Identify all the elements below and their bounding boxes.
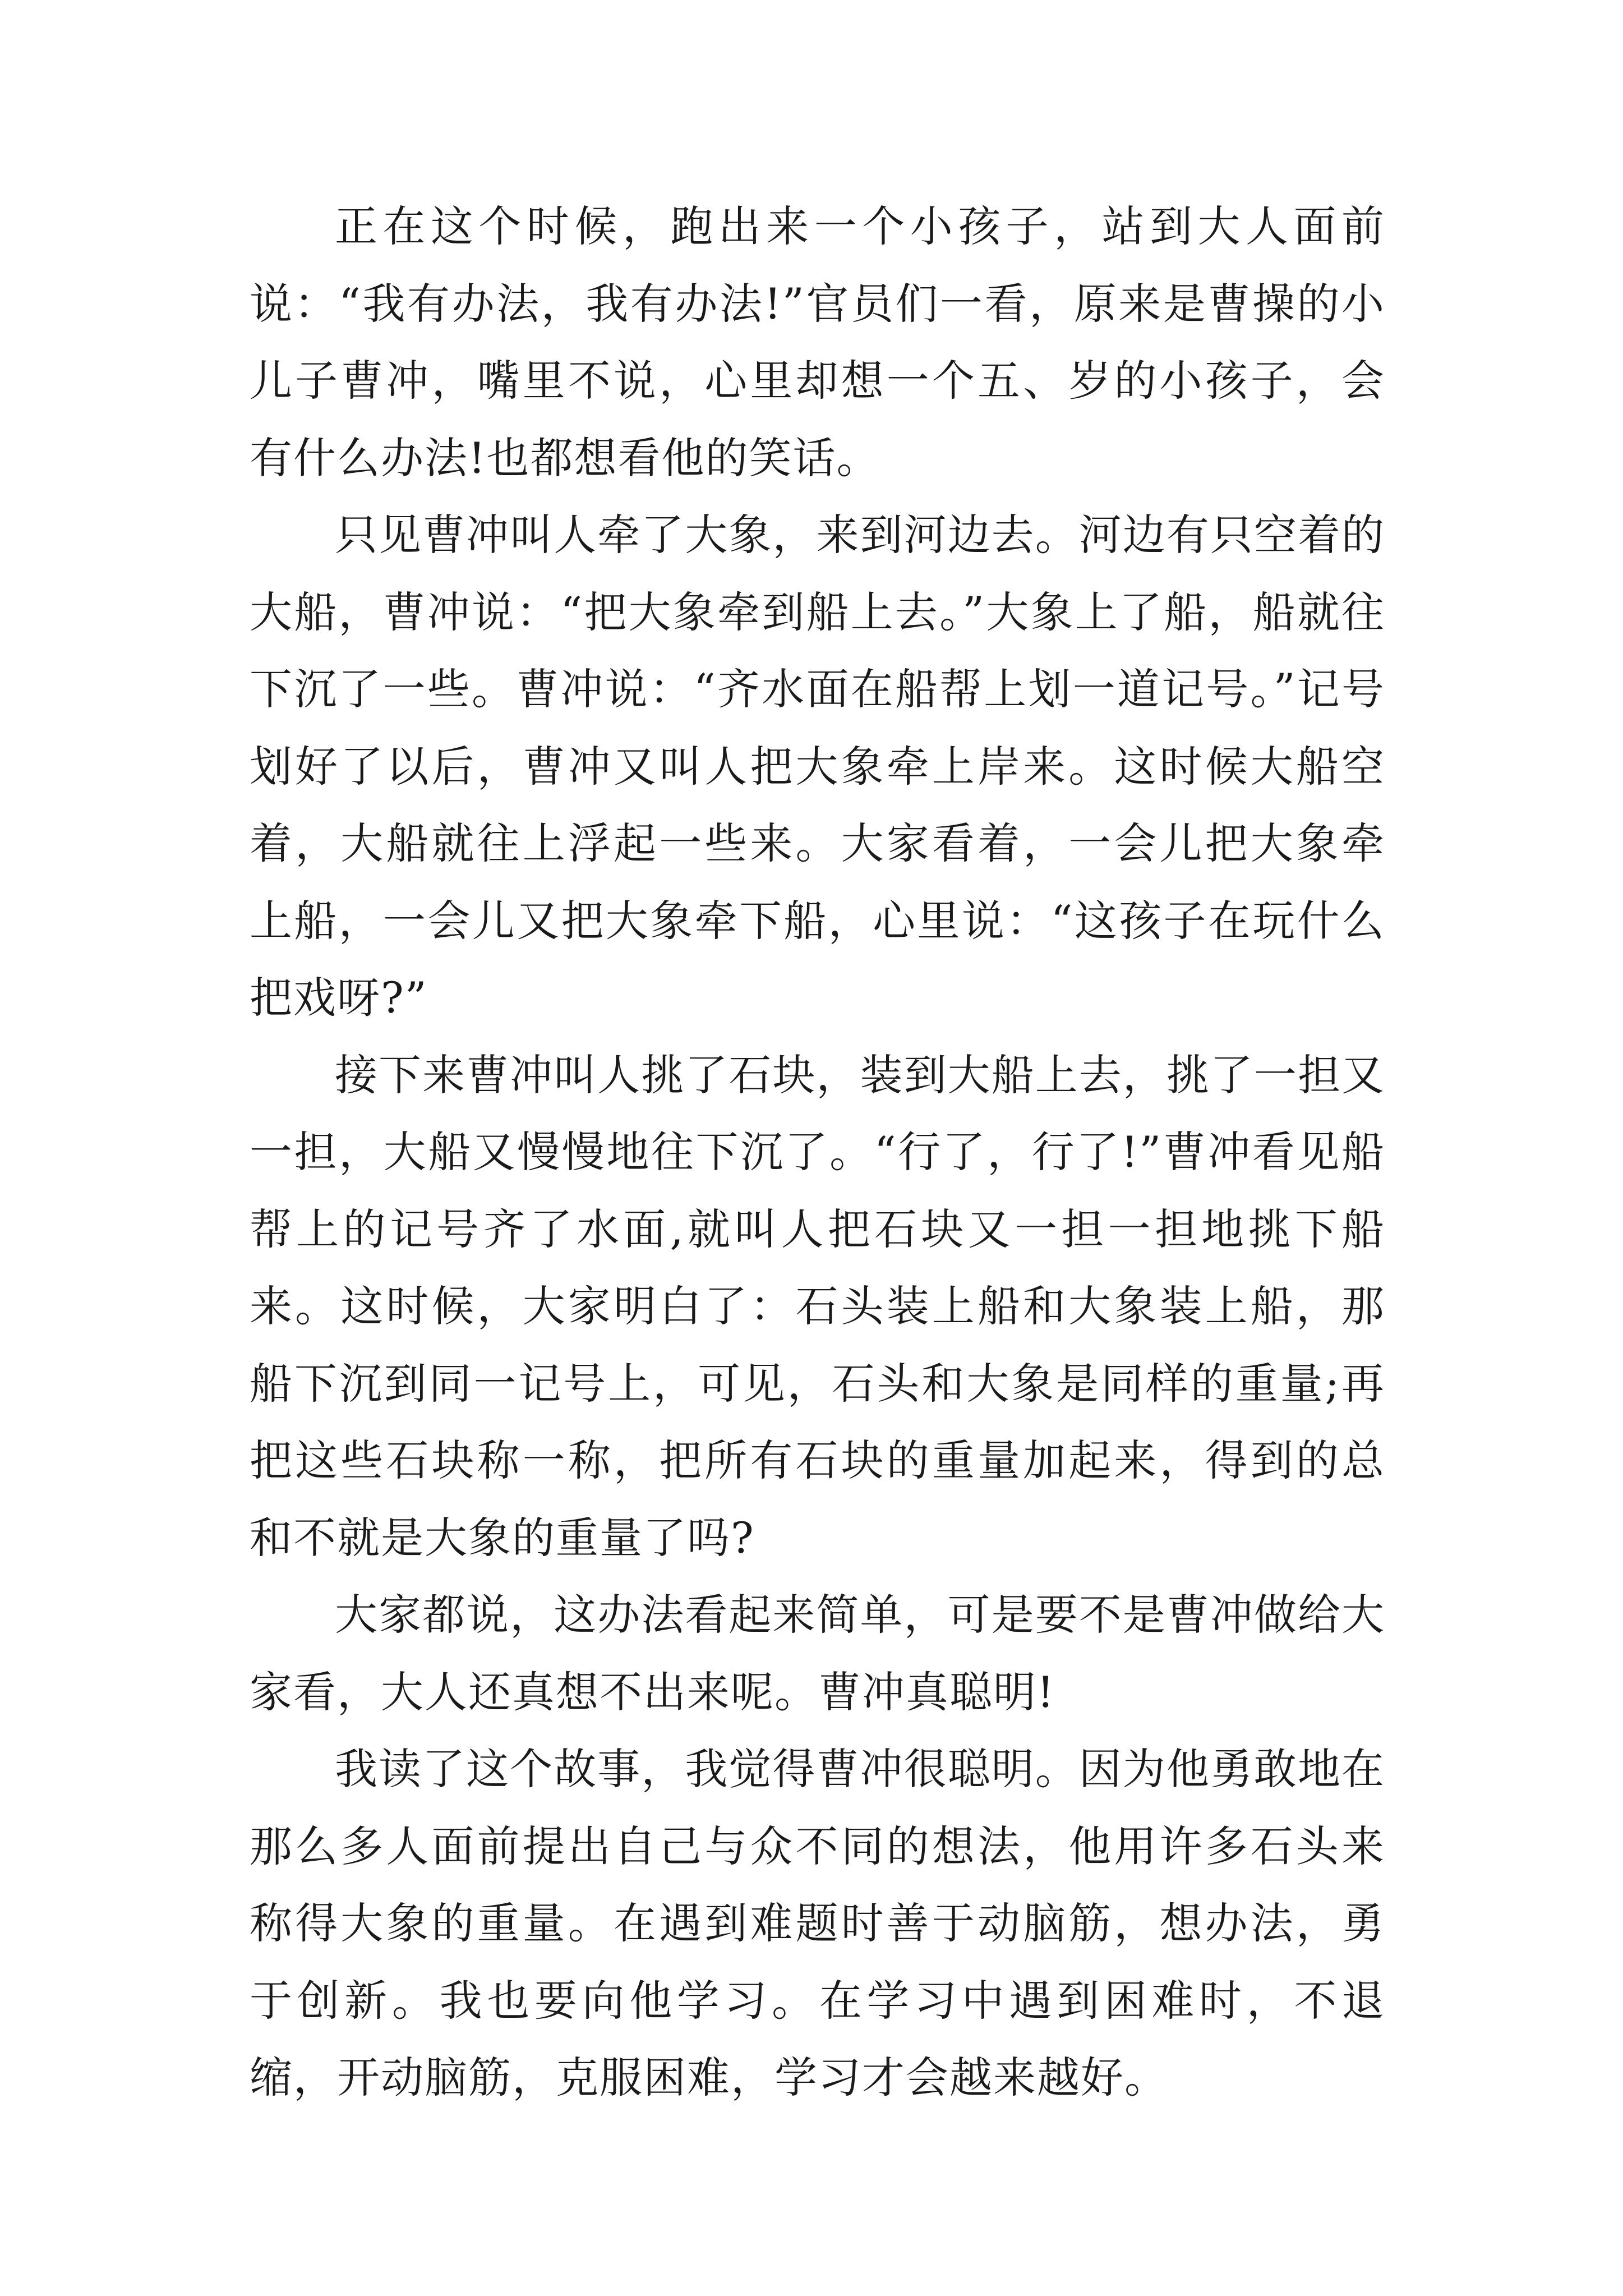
- essay-body: [250, 188, 1385, 2116]
- paragraph-1: 正在这个时候，跑出来一个小孩子，站到大人面前说：“我有办法，我有办法!”官员们一看，原来是曹操的小儿子曹冲，嘴里不说，心里却想一个五、岁的小孩子，会有什么办法!也都想看他的笑话。: [250, 201, 1385, 483]
- paragraph-4: 大家都说，这办法看起来简单，可是要不是曹冲做给大家看，大人还真想不出来呢。曹冲真聪明!: [250, 1590, 1385, 1717]
- paragraph-2: 只见曹冲叫人牵了大象，来到河边去。河边有只空着的大船，曹冲说：“把大象牵到船上去。”大象上了船，船就往下沉了一些。曹冲说：“齐水面在船帮上划一道记号。”记号划好了以后，曹冲又叫人把大象牵上岸来。这时候大船空着，大船就往上浮起一些来。大家看着，一会儿把大象牵上船，一会儿又把大象牵下船，心里说：“这孩子在玩什么把戏呀?”: [250, 510, 1385, 1023]
- paragraph-3: 接下来曹冲叫人挑了石块，装到大船上去，挑了一担又一担，大船又慢慢地往下沉了。“行了，行了!”曹冲看见船帮上的记号齐了水面,就叫人把石块又一担一担地挑下船来。这时候，大家明白了：石头装上船和大象装上船，那船下沉到同一记号上，可见，石头和大象是同样的重量;再把这些石块称一称，把所有石块的重量加起来，得到的总和不就是大象的重量了吗?: [250, 1050, 1385, 1563]
- paragraph-5: 我读了这个故事，我觉得曹冲很聪明。因为他勇敢地在那么多人面前提出自己与众不同的想法，他用许多石头来称得大象的重量。在遇到难题时善于动脑筋，想办法，勇于创新。我也要向他学习。在学习中遇到困难时，不退缩，开动脑筋，克服困难，学习才会越来越好。: [250, 1744, 1385, 2102]
